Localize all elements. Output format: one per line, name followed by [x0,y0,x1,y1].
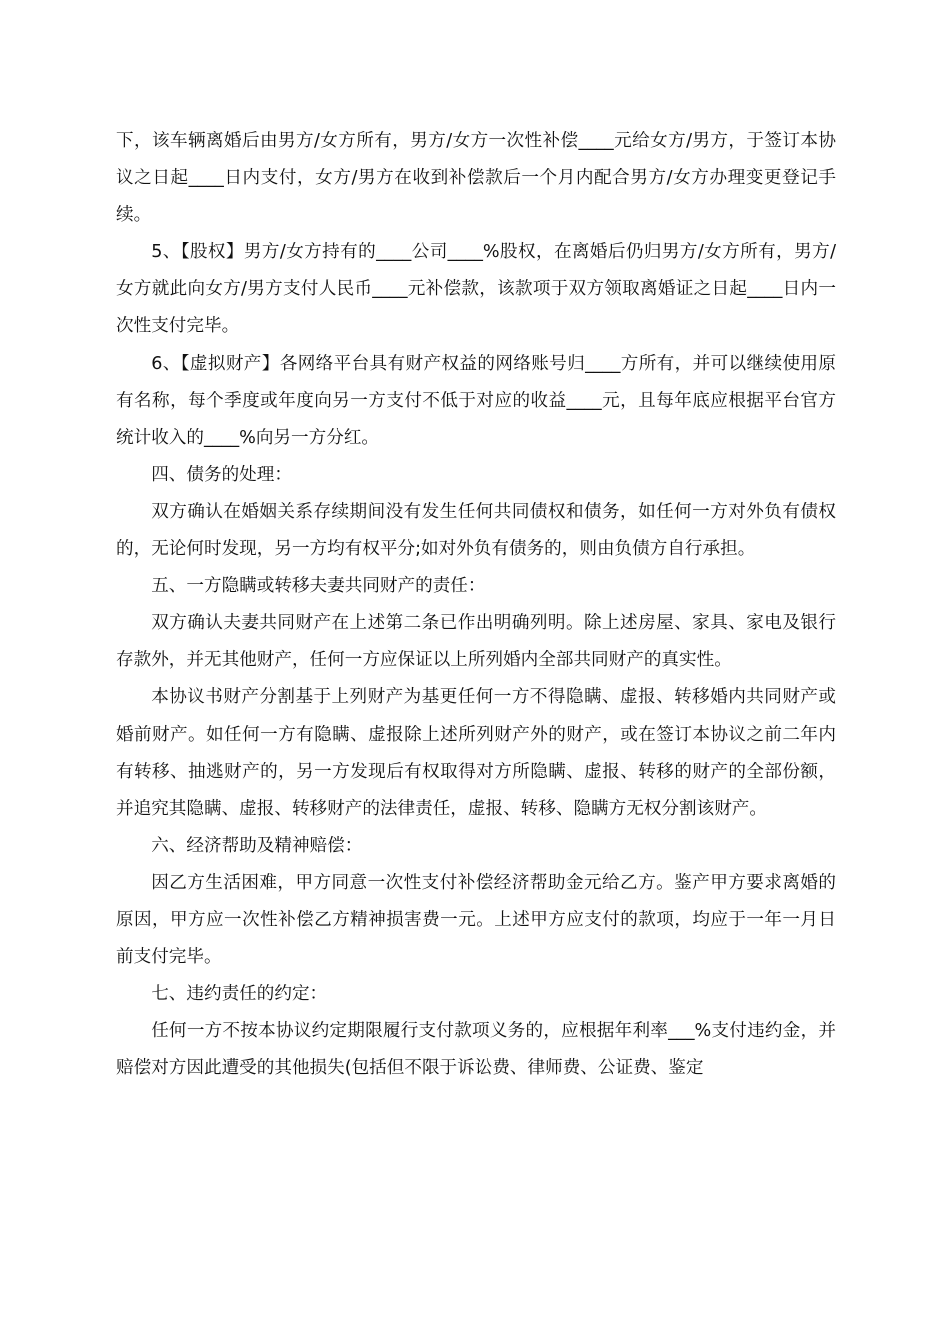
paragraph-debt-handling: 双方确认在婚姻关系存续期间没有发生任何共同债权和债务，如任何一方对外负有债权的，无论何时发现，另一方均有权平分;如对外负有债务的，则由负债方自行承担。 [116,501,836,560]
document-page [116,123,836,1087]
heading-economic-aid: 六、经济帮助及精神赔偿： [151,835,363,856]
paragraph-virtual-property: 6、【虚拟财产】各网络平台具有财产权益的网络账号归____方所有，并可以继续使用原有名称，每个季度或年度向另一方支付不低于对应的收益____元，且每年底应根据平台官方统计收入的____%向另一方分红。 [116,353,836,448]
paragraph-economic-aid: 因乙方生活困难，甲方同意一次性支付补偿经济帮助金元给乙方。鉴产甲方要求离婚的原因，甲方应一次性补偿乙方精神损害费一元。上述甲方应支付的款项，均应于一年一月日前支付完毕。 [116,872,836,968]
paragraph-concealment-consequences: 本协议书财产分割基于上列财产为基更任何一方不得隐瞒、虚报、转移婚内共同财产或婚前财产。如任何一方有隐瞒、虚报除上述所列财产外的财产，或在签订本协议之前二年内有转移、抽逃财产的，另一方发现后有权取得对方所隐瞒、虚报、转移的财产的全部份额，并追究其隐瞒、虚报、转移财产的法律责任，虚报、转移、隐瞒方无权分割该财产。 [116,687,836,819]
paragraph-breach-liability: 任何一方不按本协议约定期限履行支付款项义务的，应根据年利率___%支付违约金，并赔偿对方因此遭受的其他损失(包括但不限于诉讼费、律师费、公证费、鉴定 [116,1021,836,1079]
paragraph-joint-property-confirmation: 双方确认夫妻共同财产在上述第二条已作出明确列明。除上述房屋、家具、家电及银行存款外，并无其他财产，任何一方应保证以上所列婚内全部共同财产的真实性。 [116,613,836,671]
paragraph-vehicle-continued: 下，该车辆离婚后由男方/女方所有，男方/女方一次性补偿____元给女方/男方，于签订本协议之日起____日内支付，女方/男方在收到补偿款后一个月内配合男方/女方办理变更登记手续。 [116,131,836,226]
heading-breach-liability: 七、违约责任的约定： [151,984,328,1005]
heading-debt-handling: 四、债务的处理： [151,464,292,485]
paragraph-equity: 5、【股权】男方/女方持有的____公司____%股权，在离婚后仍归男方/女方所有，男方/女方就此向女方/男方支付人民币____元补偿款，该款项于双方领取离婚证之日起____日内一次性支付完毕。 [116,242,836,337]
heading-concealment-liability: 五、一方隐瞒或转移夫妻共同财产的责任： [151,576,486,597]
